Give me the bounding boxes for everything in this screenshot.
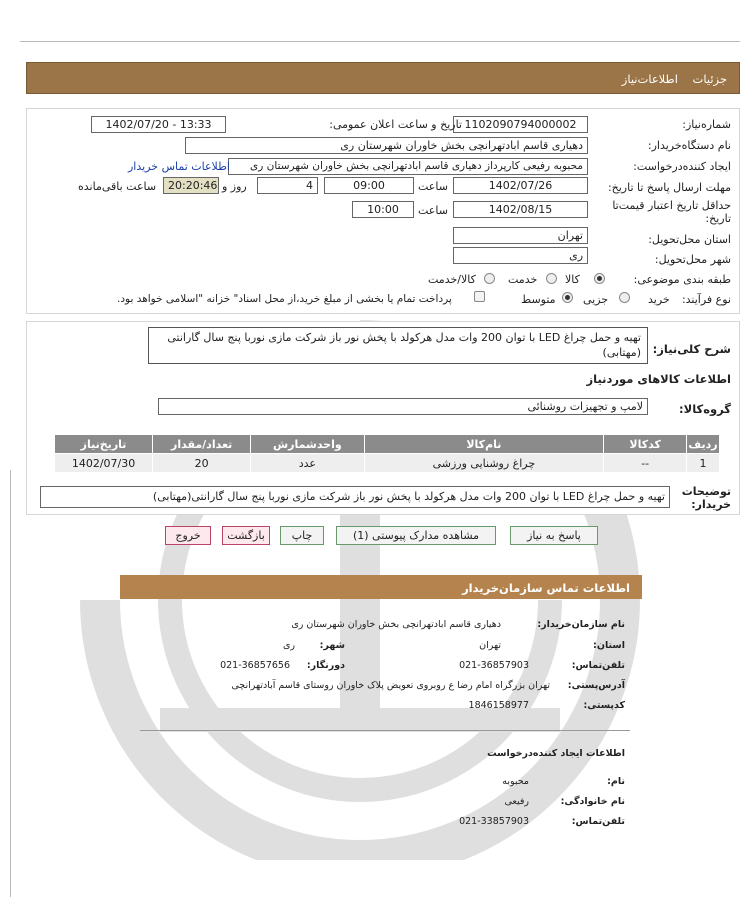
contact-section-bar [120,575,642,599]
contact-province-value: تهران [479,640,501,651]
table-row [55,454,720,473]
treasury-payment-checkbox[interactable] [474,291,485,302]
validity-time-label: ساعت [418,204,448,217]
contact-address-value: تهران بزرگراه امام رضا ع روبروی تعویض پلاک خاوران روستای قاسم آبادتهرانچی [231,680,550,691]
creator-info-heading: اطلاعات ایجاد کننده‌درخواست [487,748,625,759]
creator-label: ایجاد کننده‌درخواست: [633,160,731,173]
contact-city-label: شهر: [319,640,345,651]
page-header-bar [26,62,740,94]
contact-phone-label: تلفن‌تماس: [571,660,625,671]
attachments-button[interactable]: مشاهده مدارک پیوستی (1) [336,526,496,545]
contact-org-value: دهیاری قاسم ابادتهرانچی بخش خاوران شهرستان ری [291,619,501,630]
summary-text-line-2: (مهتابی) [602,346,641,359]
deadline-time-field: 09:00 [324,177,414,194]
process-buy-label: خرید [648,293,670,306]
buyer-notes-label: توضیحات [681,485,731,498]
col-name: نام‌کالا [364,435,604,454]
need-number-field: 1102090794000002 [453,116,588,133]
category-goods-service-radio[interactable] [484,273,495,284]
province-field: تهران [453,227,588,244]
reply-button[interactable]: پاسخ به نیاز [510,526,598,545]
cell-quantity: 20 [153,454,251,473]
col-quantity: تعداد/مقدار [153,435,251,454]
process-medium-label: متوسط [521,293,556,306]
validity-date-field: 1402/08/15 [453,201,588,218]
cell-code: -- [604,454,687,473]
summary-text-line-1: تهیه و حمل چراغ LED با توان 200 وات مدل هرکولد با پخش نور باز شرکت مازی نوربا پنج سال گارانتی [167,331,641,344]
breadcrumb [622,72,727,86]
process-label: نوع فرآیند: [681,293,731,306]
contact-postal-label: کد‌پستی: [583,700,625,711]
contact-fax-label: دورنگار: [306,660,345,671]
col-row: ردیف [687,435,720,454]
contact-city-value: ری [282,640,295,651]
treasury-payment-note: پرداخت تمام یا بخشی از مبلغ خرید،از محل اسناد" خزانه "اسلامی خواهد بود. [117,293,452,305]
need-number-label: شماره‌نیاز: [682,118,731,131]
city-label: شهر محل‌تحویل: [654,253,731,266]
top-divider [20,41,740,42]
announce-label: تاریخ و ساعت اعلان عمومی: [329,118,462,131]
cell-row: 1 [687,454,720,473]
creator-first-name-label: نام: [607,776,625,787]
category-service-label: خدمت [508,273,538,286]
day-label: روز و [222,180,247,193]
buyer-contact-link[interactable]: اطلاعات تماس خریدار [128,160,230,173]
contact-postal-value: 1846158977 [468,700,529,711]
buyer-notes-label-2: خریدار: [691,498,731,511]
summary-text-box [148,327,648,364]
category-goods-label: کالا [565,273,580,286]
days-field: 4 [257,177,318,194]
summary-label: شرح کلی‌نیاز: [652,342,731,356]
city-field: ری [453,247,588,264]
contact-divider [140,730,630,731]
creator-first-name-value: محبوبه [502,776,529,787]
deadline-date-field: 1402/07/26 [453,177,588,194]
breadcrumb-need-info[interactable]: اطلاعات‌نیاز [621,72,678,86]
buyer-org-field: دهیاری قاسم ابادتهرانچی بخش خاوران شهرستان ری [185,137,588,154]
category-goods-service-label: کالا/خدمت [428,273,476,286]
process-partial-label: جزیی [583,293,609,306]
deadline-label: مهلت ارسال پاسخ تا تاریخ: [607,181,731,194]
process-partial-radio[interactable] [619,292,630,303]
left-border-line [10,470,11,897]
contact-province-label: استان: [593,640,625,651]
validity-label: حداقل تاریخ اعتبار قیمت‌تا [612,199,731,212]
exit-button[interactable]: خروج [165,526,211,545]
col-code: کدکالا [604,435,687,454]
category-service-radio[interactable] [546,273,557,284]
deadline-time-label: ساعت [418,180,448,193]
back-button[interactable]: بازگشت [222,526,270,545]
announce-datetime-field: 1402/07/20 - 13:33 [91,116,226,133]
items-table [54,434,720,473]
category-goods-radio[interactable] [594,273,605,284]
buyer-notes-field: تهیه و حمل چراغ LED با توان 200 وات مدل هرکولد با پخش نور باز شرکت مازی نوربا پنج سال گارانتی(مهتابی) [40,486,670,508]
col-need-date: تاریخ‌نیاز [55,435,153,454]
print-button[interactable]: چاپ [280,526,324,545]
col-unit: واحدشمارش [251,435,364,454]
goods-info-heading: اطلاعات کالاهای موردنیاز [586,372,731,386]
process-medium-radio[interactable] [562,292,573,303]
category-label: طبقه بندی موضوعی: [633,273,731,286]
cell-name: چراغ روشنایی ورزشی [364,454,604,473]
breadcrumb-details[interactable]: جزئیات [692,72,727,86]
buyer-org-label: نام دستگاه‌خریدار: [647,139,731,152]
validity-time-field: 10:00 [352,201,414,218]
contact-section-title: اطلاعات تماس سازمان‌خریدار [462,581,630,595]
creator-field: محبوبه رفیعی کارپرداز دهیاری قاسم ابادتهرانچی بخش خاوران شهرستان ری [228,158,588,175]
goods-group-label: گروه‌کالا: [679,402,731,416]
remaining-time-field: 20:20:46 [163,177,219,194]
creator-phone-value: 021-33857903 [459,816,529,827]
contact-address-label: آدرس‌پستی: [567,680,625,691]
creator-last-name-value: رفیعی [504,796,529,807]
validity-label-2: تاریخ: [705,212,731,225]
province-label: استان محل‌تحویل: [648,233,731,246]
contact-phone-value: 021-36857903 [459,660,529,671]
cell-need-date: 1402/07/30 [55,454,153,473]
contact-org-label: نام سازمان‌خریدار: [537,619,625,630]
remaining-label: ساعت باقی‌مانده [78,180,157,193]
creator-phone-label: تلفن‌تماس: [571,816,625,827]
items-table-header [55,435,720,454]
goods-group-field: لامپ و تجهیزات روشنائی [158,398,648,415]
cell-unit: عدد [251,454,364,473]
contact-fax-value: 021-36857656 [220,660,290,671]
creator-last-name-label: نام خانوادگی: [560,796,625,807]
